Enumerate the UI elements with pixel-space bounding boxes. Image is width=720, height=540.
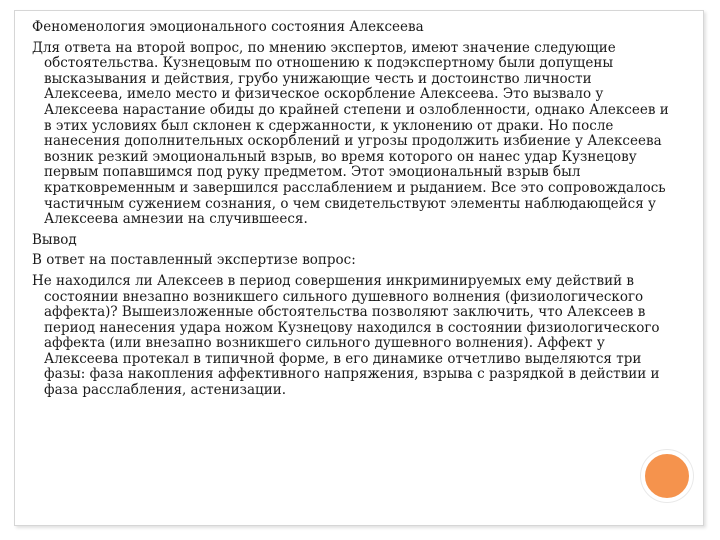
accent-circle-decoration bbox=[641, 450, 693, 502]
frame-gap-right bbox=[669, 11, 695, 14]
answer-paragraph: Не находился ли Алексеев в период совершения инкриминируемых ему действий в состоянии внезапно возникшего сильного душевного волнения (физиологического аффекта)? Вышеизложенные обстоятельства позволяют заключить, что Алексеев в период нанесения удара ножом Кузнецову находился в состоянии физиологического аффекта (или внезапно возникшего сильного душевного волнения). Аффект у Алексеева протекал в типичной форме, в его динамике отчетливо выделяются три фазы: фаза накопления аффективного напряжения, взрыва с разрядкой в действии и фаза расслабления, астенизации. bbox=[32, 272, 660, 399]
analysis-paragraph: Для ответа на второй вопрос, по мнению экспертов, имеют значение следующие обстоятельства. Кузнецовым по отношению к подэкспертному были допущены высказывания и действия, грубо унижающие честь и достоинство личности Алексеева, имело место и физическое оскорбление Алексеева. Это вызвало у Алексеева нарастание обиды до крайней степени и озлобленности, однако Алексеев и в этих условиях был склонен к сдержанности, к уклонению от драки. Но после нанесения дополнительных оскорблений и угрозы продолжить избиение у Алексеева возник резкий эмоциональный взрыв, во время которого он нанес удар Кузнецову первым попавшимся под руку предметом. Этот эмоциональный взрыв был кратковременным и завершился расслаблением и рыданием. Все это сопровождалось частичным сужением сознания, о чем свидетельствуют элементы наблюдающейся у Алексеева амнезии на случившееся. bbox=[32, 39, 669, 228]
slide-content bbox=[32, 20, 672, 399]
slide-title: Феноменология эмоционального состояния Алексеева bbox=[32, 19, 424, 35]
frame-gap-left bbox=[23, 11, 49, 14]
conclusion-heading: Вывод bbox=[32, 231, 77, 248]
question-intro: В ответ на поставленный экспертизе вопрос: bbox=[32, 252, 356, 269]
